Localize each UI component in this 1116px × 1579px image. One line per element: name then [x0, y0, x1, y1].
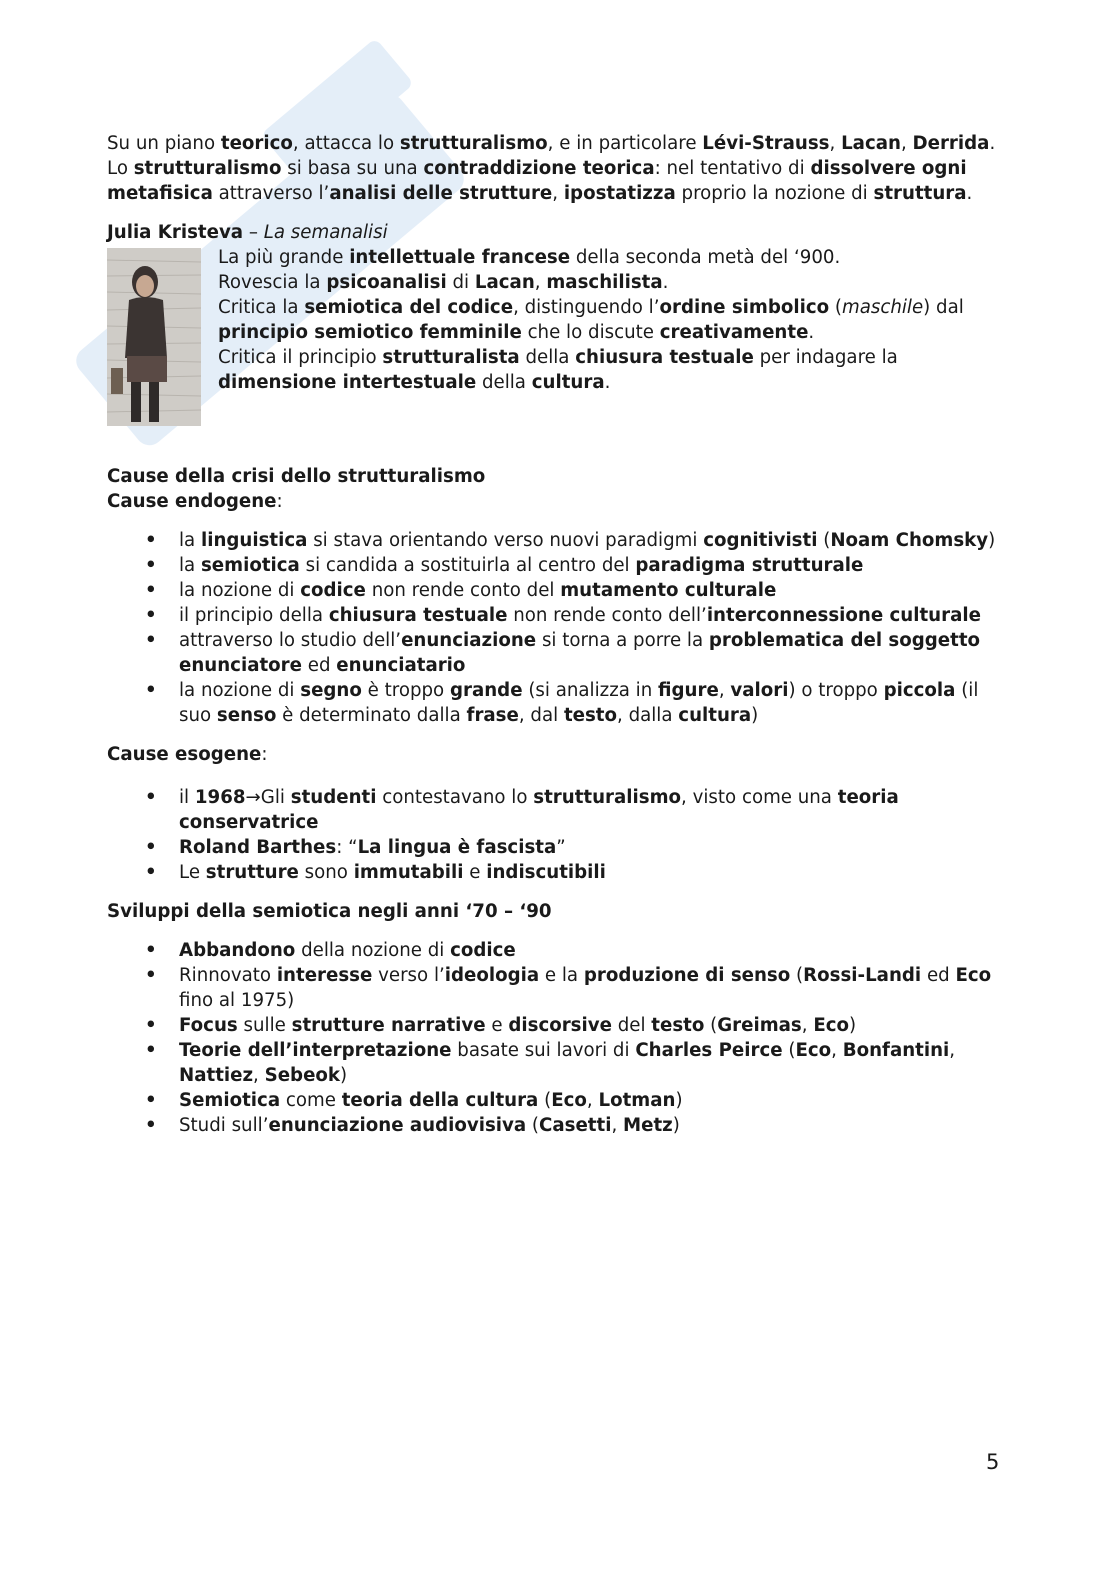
exogenous-heading: Cause esogene: [107, 744, 268, 765]
list-item-text: Abbandono della nozione di codice [179, 940, 516, 961]
list-item-text: la nozione di segno è troppo grande (si analizza in figure, valori) o troppo piccola (il suo senso è determinato dalla frase, dal testo, dalla cultura) [179, 680, 979, 726]
list-item [107, 860, 1012, 885]
intro-section [107, 131, 1012, 206]
list-item-text: la nozione di codice non rende conto del mutamento culturale [179, 580, 777, 601]
list-item-text: la semiotica si candida a sostituirla al centro del paradigma strutturale [179, 555, 864, 576]
list-item [107, 963, 1012, 1013]
list-item-text: Studi sull’enunciazione audiovisiva (Casetti, Metz) [179, 1115, 680, 1136]
list-item-text: la linguistica si stava orientando verso nuovi paradigmi cognitivisti (Noam Chomsky) [179, 530, 996, 551]
list-item-text: il principio della chiusura testuale non rende conto dell’interconnessione culturale [179, 605, 981, 626]
bullet-icon: • [145, 630, 157, 651]
bullet-icon: • [145, 555, 157, 576]
bullet-icon: • [145, 1090, 157, 1111]
list-item [107, 938, 1012, 963]
bullet-icon: • [145, 605, 157, 626]
intro-paragraph: Su un piano teorico, attacca lo strutturalismo, e in particolare Lévi-Strauss, Lacan, Derrida. [107, 133, 996, 154]
kristeva-line: Rovescia la psicoanalisi di Lacan, maschilista. [218, 272, 669, 293]
kristeva-line: La più grande intellettuale francese della seconda metà del ‘900. [218, 247, 841, 268]
kristeva-description [218, 245, 1018, 395]
list-item [107, 528, 1012, 553]
list-item [107, 785, 1012, 835]
developments-list [107, 938, 1012, 1138]
list-item-text: il 1968→Gli studenti contestavano lo strutturalismo, visto come una teoria conservatrice [179, 787, 899, 833]
bullet-icon: • [145, 862, 157, 883]
list-item [107, 1088, 1012, 1113]
bullet-icon: • [145, 530, 157, 551]
list-item-text: Semiotica come teoria della cultura (Eco, Lotman) [179, 1090, 683, 1111]
bullet-icon: • [145, 787, 157, 808]
kristeva-line: Critica la semiotica del codice, distinguendo l’ordine simbolico (maschile) dal principio semiotico femminile che lo discute creativamente. [218, 297, 964, 343]
bullet-icon: • [145, 965, 157, 986]
portrait-photo [107, 248, 201, 426]
list-item-text: Teorie dell’interpretazione basate sui lavori di Charles Peirce (Eco, Bonfantini, Nattiez, Sebeok) [179, 1040, 956, 1086]
list-item-text: Focus sulle strutture narrative e discorsive del testo (Greimas, Eco) [179, 1015, 857, 1036]
list-item [107, 553, 1012, 578]
list-item [107, 578, 1012, 603]
crisis-heading: Cause della crisi dello strutturalismo [107, 466, 486, 487]
list-item [107, 1113, 1012, 1138]
bullet-icon: • [145, 940, 157, 961]
list-item-text: Rinnovato interesse verso l’ideologia e la produzione di senso (Rossi-Landi ed Eco fino al 1975) [179, 965, 992, 1011]
list-item-text: Roland Barthes: “La lingua è fascista” [179, 837, 566, 858]
list-item [107, 628, 1012, 678]
list-item [107, 603, 1012, 628]
bullet-icon: • [145, 1015, 157, 1036]
document-body [107, 131, 1012, 1138]
page-number: 5 [986, 1450, 1000, 1474]
list-item-text: attraverso lo studio dell’enunciazione si torna a porre la problematica del soggetto enunciatore ed enunciatario [179, 630, 981, 676]
kristeva-block [107, 245, 1012, 428]
bullet-icon: • [145, 580, 157, 601]
list-item [107, 835, 1012, 860]
intro-paragraph: Lo strutturalismo si basa su una contraddizione teorica: nel tentativo di dissolvere ogni metafisica attraverso l’analisi delle strutture, ipostatizza proprio la nozione di struttura. [107, 158, 973, 204]
list-item-text: Le strutture sono immutabili e indiscutibili [179, 862, 606, 883]
developments-heading: Sviluppi della semiotica negli anni ‘70 – ‘90 [107, 901, 552, 922]
exogenous-list [107, 785, 1012, 885]
endogenous-heading: Cause endogene: [107, 491, 283, 512]
endogenous-list [107, 528, 1012, 728]
list-item [107, 1013, 1012, 1038]
bullet-icon: • [145, 1040, 157, 1061]
bullet-icon: • [145, 837, 157, 858]
bullet-icon: • [145, 680, 157, 701]
list-item [107, 1038, 1012, 1088]
list-item [107, 678, 1012, 728]
bullet-icon: • [145, 1115, 157, 1136]
kristeva-heading: Julia Kristeva – La semanalisi [107, 222, 388, 243]
kristeva-line: Critica il principio strutturalista della chiusura testuale per indagare la dimensione intertestuale della cultura. [218, 347, 898, 393]
